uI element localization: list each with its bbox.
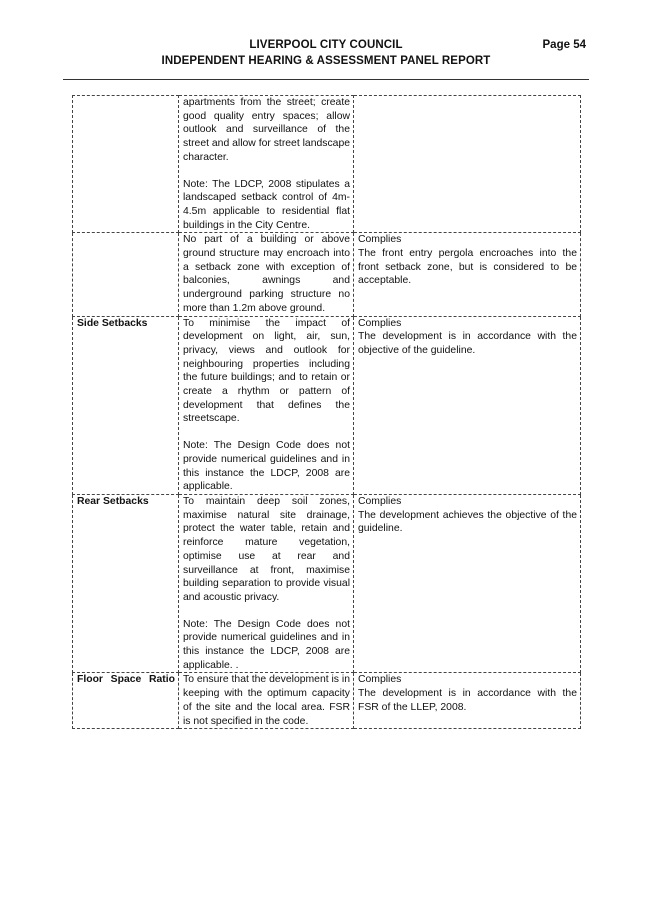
report-title: LIVERPOOL CITY COUNCIL: [249, 39, 403, 51]
table-row: [73, 494, 581, 672]
spacer: [183, 426, 350, 439]
compliance-status: Complies: [358, 317, 402, 329]
page-number: Page 54: [542, 39, 586, 51]
control-note: Note: The LDCP, 2008 stipulates a landscaped setback control of 4m-4.5m applicable to residential flat buildings in the City Centre.: [183, 178, 350, 231]
compliance-cell: [354, 494, 581, 672]
compliance-comment: The development achieves the objective of the guideline.: [358, 509, 577, 535]
compliance-comment: The development is in accordance with the FSR of the LLEP, 2008.: [358, 688, 577, 713]
table-row: [73, 316, 581, 494]
table-row: [73, 96, 581, 233]
report-subtitle: INDEPENDENT HEARING & ASSESSMENT PANEL REPORT: [161, 55, 491, 67]
compliance-cell: [354, 233, 581, 316]
control-heading: Rear Setbacks: [73, 494, 179, 672]
spacer: [183, 165, 350, 178]
control-note: Note: The Design Code does not provide numerical guidelines and in this instance the LDCP, 2008 are applicable.: [183, 440, 350, 493]
control-text: [179, 673, 354, 729]
compliance-status: Complies: [358, 495, 402, 507]
control-text: [179, 494, 354, 672]
compliance-status: Complies: [358, 234, 402, 246]
control-text: [179, 233, 354, 316]
table-row: [73, 233, 581, 316]
control-heading: [73, 96, 179, 233]
compliance-cell: [354, 316, 581, 494]
control-text: [179, 96, 354, 233]
compliance-comment: The front entry pergola encroaches into the front setback zone, but is considered to be acceptable.: [358, 248, 577, 287]
page-header: [0, 38, 652, 72]
control-heading: Side Setbacks: [73, 316, 179, 494]
control-objective: apartments from the street; create good quality entry spaces; allow outlook and surveillance of the street and allow for street landscape character.: [183, 97, 350, 163]
control-heading: [73, 233, 179, 316]
header-divider: [63, 79, 589, 80]
compliance-cell: [354, 673, 581, 729]
assessment-table: [72, 95, 581, 729]
control-objective: To maintain deep soil zones, maximise natural site drainage, protect the water table, retain and reinforce mature vegetation, optimise use at rear and surveillance at front, maximise building separation to provide visual and acoustic privacy.: [183, 495, 350, 603]
control-text: [179, 316, 354, 494]
control-objective: To minimise the impact of development on light, air, sun, privacy, views and outlook for neighbouring properties including the future buildings; and to retain or create a rhythm or pattern of development that defines the streetscape.: [183, 317, 350, 425]
control-note: Note: The Design Code does not provide numerical guidelines and in this instance the LDCP, 2008 are applicable. .: [183, 618, 350, 671]
compliance-status: Complies: [358, 674, 402, 686]
table-row: [73, 673, 581, 729]
compliance-comment: The development is in accordance with the objective of the guideline.: [358, 331, 577, 356]
control-objective: No part of a building or above ground structure may encroach into a setback zone with exception of balconies, awnings and underground parking structure no more than 1.2m above ground.: [183, 234, 350, 314]
control-objective: To ensure that the development is in keeping with the optimum capacity of the site and the local area. FSR is not specified in the code.: [183, 674, 350, 727]
spacer: [183, 605, 350, 618]
control-heading: Floor Space Ratio: [73, 673, 179, 729]
compliance-cell: [354, 96, 581, 233]
